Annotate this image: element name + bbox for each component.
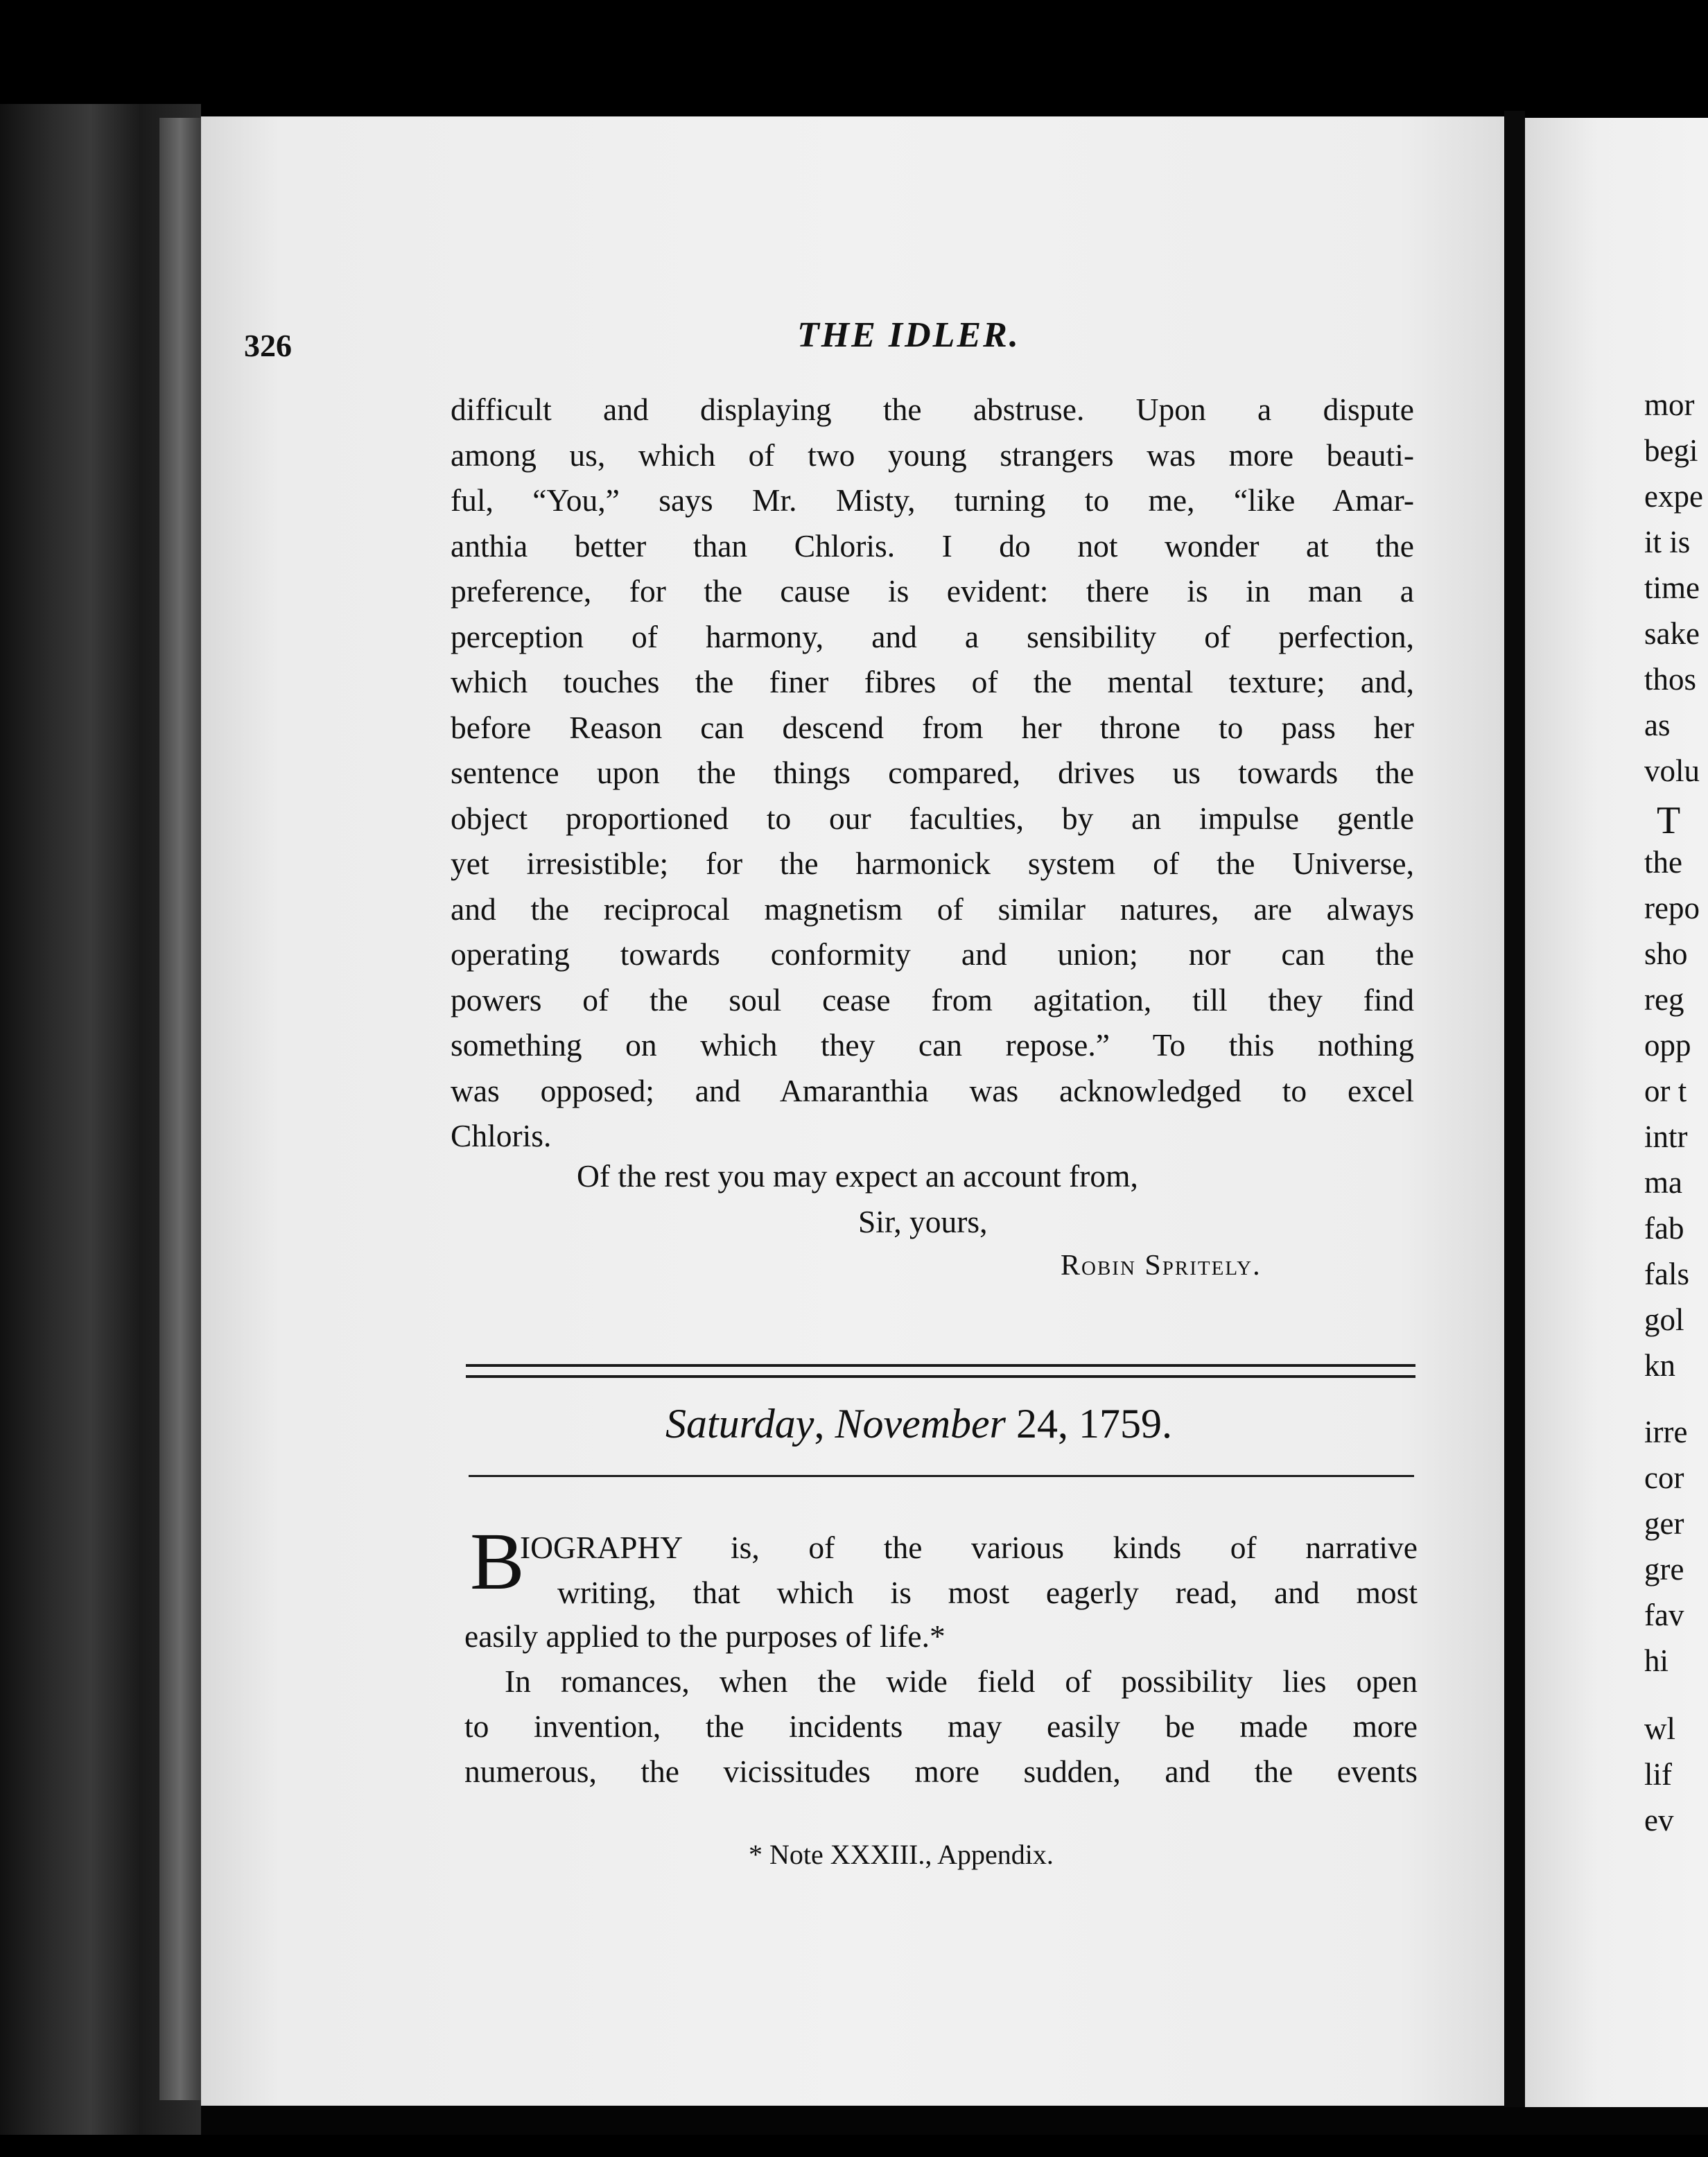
- right-page-text-fragment: cor: [1644, 1460, 1684, 1495]
- right-page-fragment: [1525, 118, 1708, 2107]
- closing-salutation: Sir, yours,: [858, 1204, 988, 1239]
- text-line: In romances, when the wide field of possibility lies open: [505, 1663, 1418, 1699]
- right-page-text-fragment: thos: [1644, 662, 1697, 697]
- page-number: 326: [244, 328, 292, 363]
- text-line: operating towards conformity and union; nor can the: [451, 936, 1414, 972]
- text-line: numerous, the vicissitudes more sudden, and the events: [464, 1754, 1418, 1789]
- right-page-text-fragment: as: [1644, 708, 1671, 742]
- text-line: perception of harmony, and a sensibility of perfection,: [451, 618, 1414, 654]
- double-rule-bottom: [466, 1375, 1415, 1378]
- right-page-text-fragment: opp: [1644, 1028, 1691, 1063]
- drop-cap: B: [470, 1516, 525, 1607]
- right-page-text-fragment: fab: [1644, 1211, 1684, 1246]
- signature: Robin Spritely.: [1061, 1250, 1262, 1282]
- right-page-text-fragment: ev: [1644, 1803, 1674, 1837]
- text-line: before Reason can descend from her throne to pass her: [451, 709, 1414, 745]
- scan-background-bottom: [0, 2135, 1708, 2157]
- right-page-text-fragment: mor: [1644, 387, 1695, 422]
- right-page-text-fragment: wl: [1644, 1711, 1675, 1746]
- text-line: Chloris.: [451, 1118, 552, 1153]
- right-page-text-fragment: irre: [1644, 1415, 1688, 1449]
- text-line: yet irresistible; for the harmonick system of the Universe,: [451, 846, 1414, 881]
- right-page-text-fragment: gre: [1644, 1552, 1684, 1587]
- right-page-text-fragment: time: [1644, 570, 1700, 605]
- right-page-text-fragment: repo: [1644, 891, 1700, 925]
- text-line: ful, “You,” says Mr. Misty, turning to me, “like Amar-: [451, 482, 1414, 518]
- right-page-text-fragment: sho: [1644, 936, 1688, 971]
- text-line: sentence upon the things compared, drives us towards the: [451, 755, 1414, 790]
- paragraph-continued: [451, 387, 1414, 1159]
- text-line: difficult and displaying the abstruse. Upon a dispute: [451, 392, 1414, 427]
- text-line: among us, which of two young strangers was more beauti-: [451, 437, 1414, 473]
- right-page-text-fragment: ma: [1644, 1165, 1682, 1200]
- text-line: easily applied to the purposes of life.*: [464, 1618, 946, 1654]
- right-page-text-fragment: ger: [1644, 1506, 1684, 1541]
- text-line: was opposed; and Amaranthia was acknowledged to excel: [451, 1072, 1414, 1108]
- right-page-text-fragment: fals: [1644, 1257, 1689, 1291]
- scan-background-top: [0, 0, 1708, 125]
- text-line: object proportioned to our faculties, by an impulse gentle: [451, 800, 1414, 836]
- right-page-text-fragment: or t: [1644, 1074, 1687, 1108]
- right-page-text-fragment: hi: [1644, 1643, 1669, 1678]
- date-day: Saturday: [665, 1401, 814, 1447]
- right-page-text-fragment: reg: [1644, 982, 1684, 1017]
- date-month: November: [835, 1401, 1007, 1447]
- essay-body: [464, 1516, 1418, 1794]
- right-page-text-fragment: T: [1657, 799, 1681, 842]
- right-page-text-fragment: gol: [1644, 1302, 1684, 1337]
- right-page-text-fragment: intr: [1644, 1119, 1688, 1154]
- heading-rule: [469, 1475, 1414, 1477]
- right-page-text-fragment: kn: [1644, 1348, 1675, 1383]
- right-page-text-fragment: sake: [1644, 616, 1700, 651]
- text-line: powers of the soul cease from agitation, till they find: [451, 981, 1414, 1018]
- date-rest: 24, 1759.: [1006, 1401, 1173, 1447]
- text-line: IOGRAPHY is, of the various kinds of narrative: [520, 1530, 1418, 1565]
- right-page-text-fragment: fav: [1644, 1598, 1684, 1632]
- right-page-text-fragment: it is: [1644, 525, 1691, 559]
- running-head: THE IDLER.: [797, 315, 1020, 355]
- text-line: to invention, the incidents may easily be made more: [464, 1709, 1418, 1744]
- double-rule-top: [466, 1364, 1415, 1367]
- right-page-text-fragment: the: [1644, 845, 1682, 880]
- text-line: and the reciprocal magnetism of similar natures, are always: [451, 891, 1414, 927]
- text-line: preference, for the cause is evident: there is in man a: [451, 573, 1414, 609]
- opening-lines: [464, 1516, 1418, 1615]
- footnote: * Note XXXIII., Appendix.: [749, 1839, 1054, 1870]
- text-line: something on which they can repose.” To this nothing: [451, 1027, 1414, 1063]
- closing-line: Of the rest you may expect an account from,: [577, 1158, 1138, 1194]
- right-page-text-fragment: lif: [1644, 1757, 1672, 1792]
- right-page-text-fragment: begi: [1644, 433, 1698, 468]
- right-page-text-fragment: volu: [1644, 753, 1700, 788]
- text-line: which touches the finer fibres of the mental texture; and,: [451, 664, 1414, 699]
- text-line: anthia better than Chloris. I do not wonder at the: [451, 527, 1414, 564]
- right-page-text-fragment: expe: [1644, 479, 1703, 514]
- book-gutter: [1504, 111, 1525, 2107]
- page-edges: [159, 118, 201, 2100]
- text-line: writing, that which is most eagerly read, and most: [557, 1575, 1418, 1610]
